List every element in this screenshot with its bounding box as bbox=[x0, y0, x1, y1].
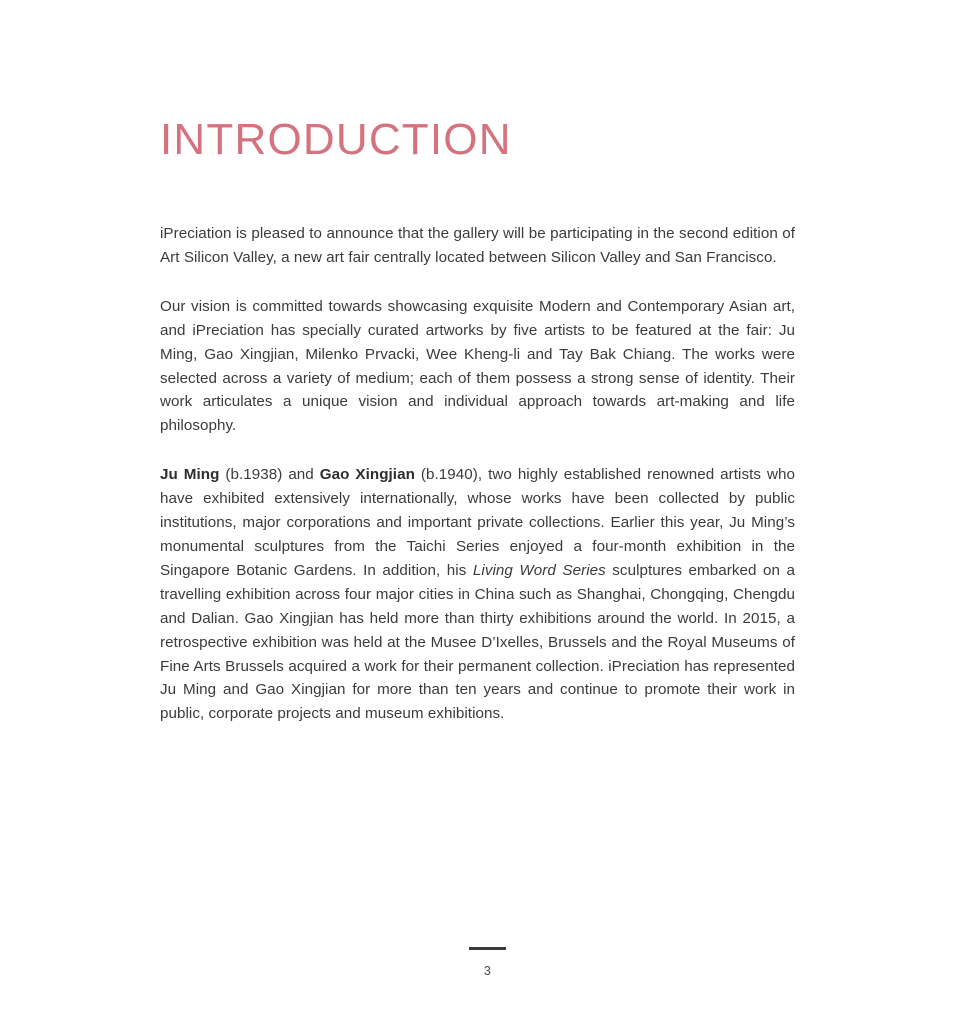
biography-segment-b: sculptures embarked on a travelling exhibition across four major cities in China such as Shanghai, Chongqing, Chengdu and Dalian. Gao Xingjian has held more than thirty exhibitions around the world. In 2015, a retrospective exhibition was held at the Musee D’Ixelles, Brussels and the Royal Museums of Fine Arts Brussels acquired a work for their permanent collection. iPreciation has represented Ju Ming and Gao Xingjian for more than ten years and continue to promote their work in public, corporate projects and museum exhibitions. bbox=[160, 561, 795, 723]
artist-name-gao-xingjian: Gao Xingjian bbox=[319, 466, 415, 484]
paragraph-vision-artists: Our vision is committed towards showcasing exquisite Modern and Contemporary Asian art, and iPreciation has specially curated artworks by five artists to be featured at the fair: Ju Ming, Gao Xingjian, Milenko Prvacki, Wee Kheng-li and Tay Bak Chiang. The works were selected across a variety of medium; each of them possess a strong sense of identity. Their work articulates a unique vision and individual approach towards art-making and life philosophy. bbox=[160, 297, 795, 435]
paragraph-artist-biographies bbox=[160, 463, 795, 726]
page-footer bbox=[0, 947, 975, 978]
paragraph-intro-announcement: iPreciation is pleased to announce that the gallery will be participating in the second edition of Art Silicon Valley, a new art fair centrally located between Silicon Valley and San Francisco. bbox=[160, 225, 795, 266]
footer-divider-rule bbox=[469, 947, 506, 950]
page-title: INTRODUCTION bbox=[160, 115, 512, 164]
body-text-block bbox=[160, 222, 795, 726]
artist-birth-ju-ming: (b.1938) and bbox=[219, 466, 320, 484]
artwork-series-title: Living Word Series bbox=[472, 561, 606, 579]
biography-segment-a: (b.1940), two highly established renowned artists who have exhibited extensively internationally, whose works have been collected by public institutions, major corporations and important private collections. Earlier this year, Ju Ming’s monumental sculptures from the Taichi Series enjoyed a four-month exhibition in the Singapore Botanic Gardens. In addition, his bbox=[160, 466, 796, 579]
artist-name-ju-ming: Ju Ming bbox=[160, 466, 220, 484]
page-number: 3 bbox=[483, 964, 492, 978]
